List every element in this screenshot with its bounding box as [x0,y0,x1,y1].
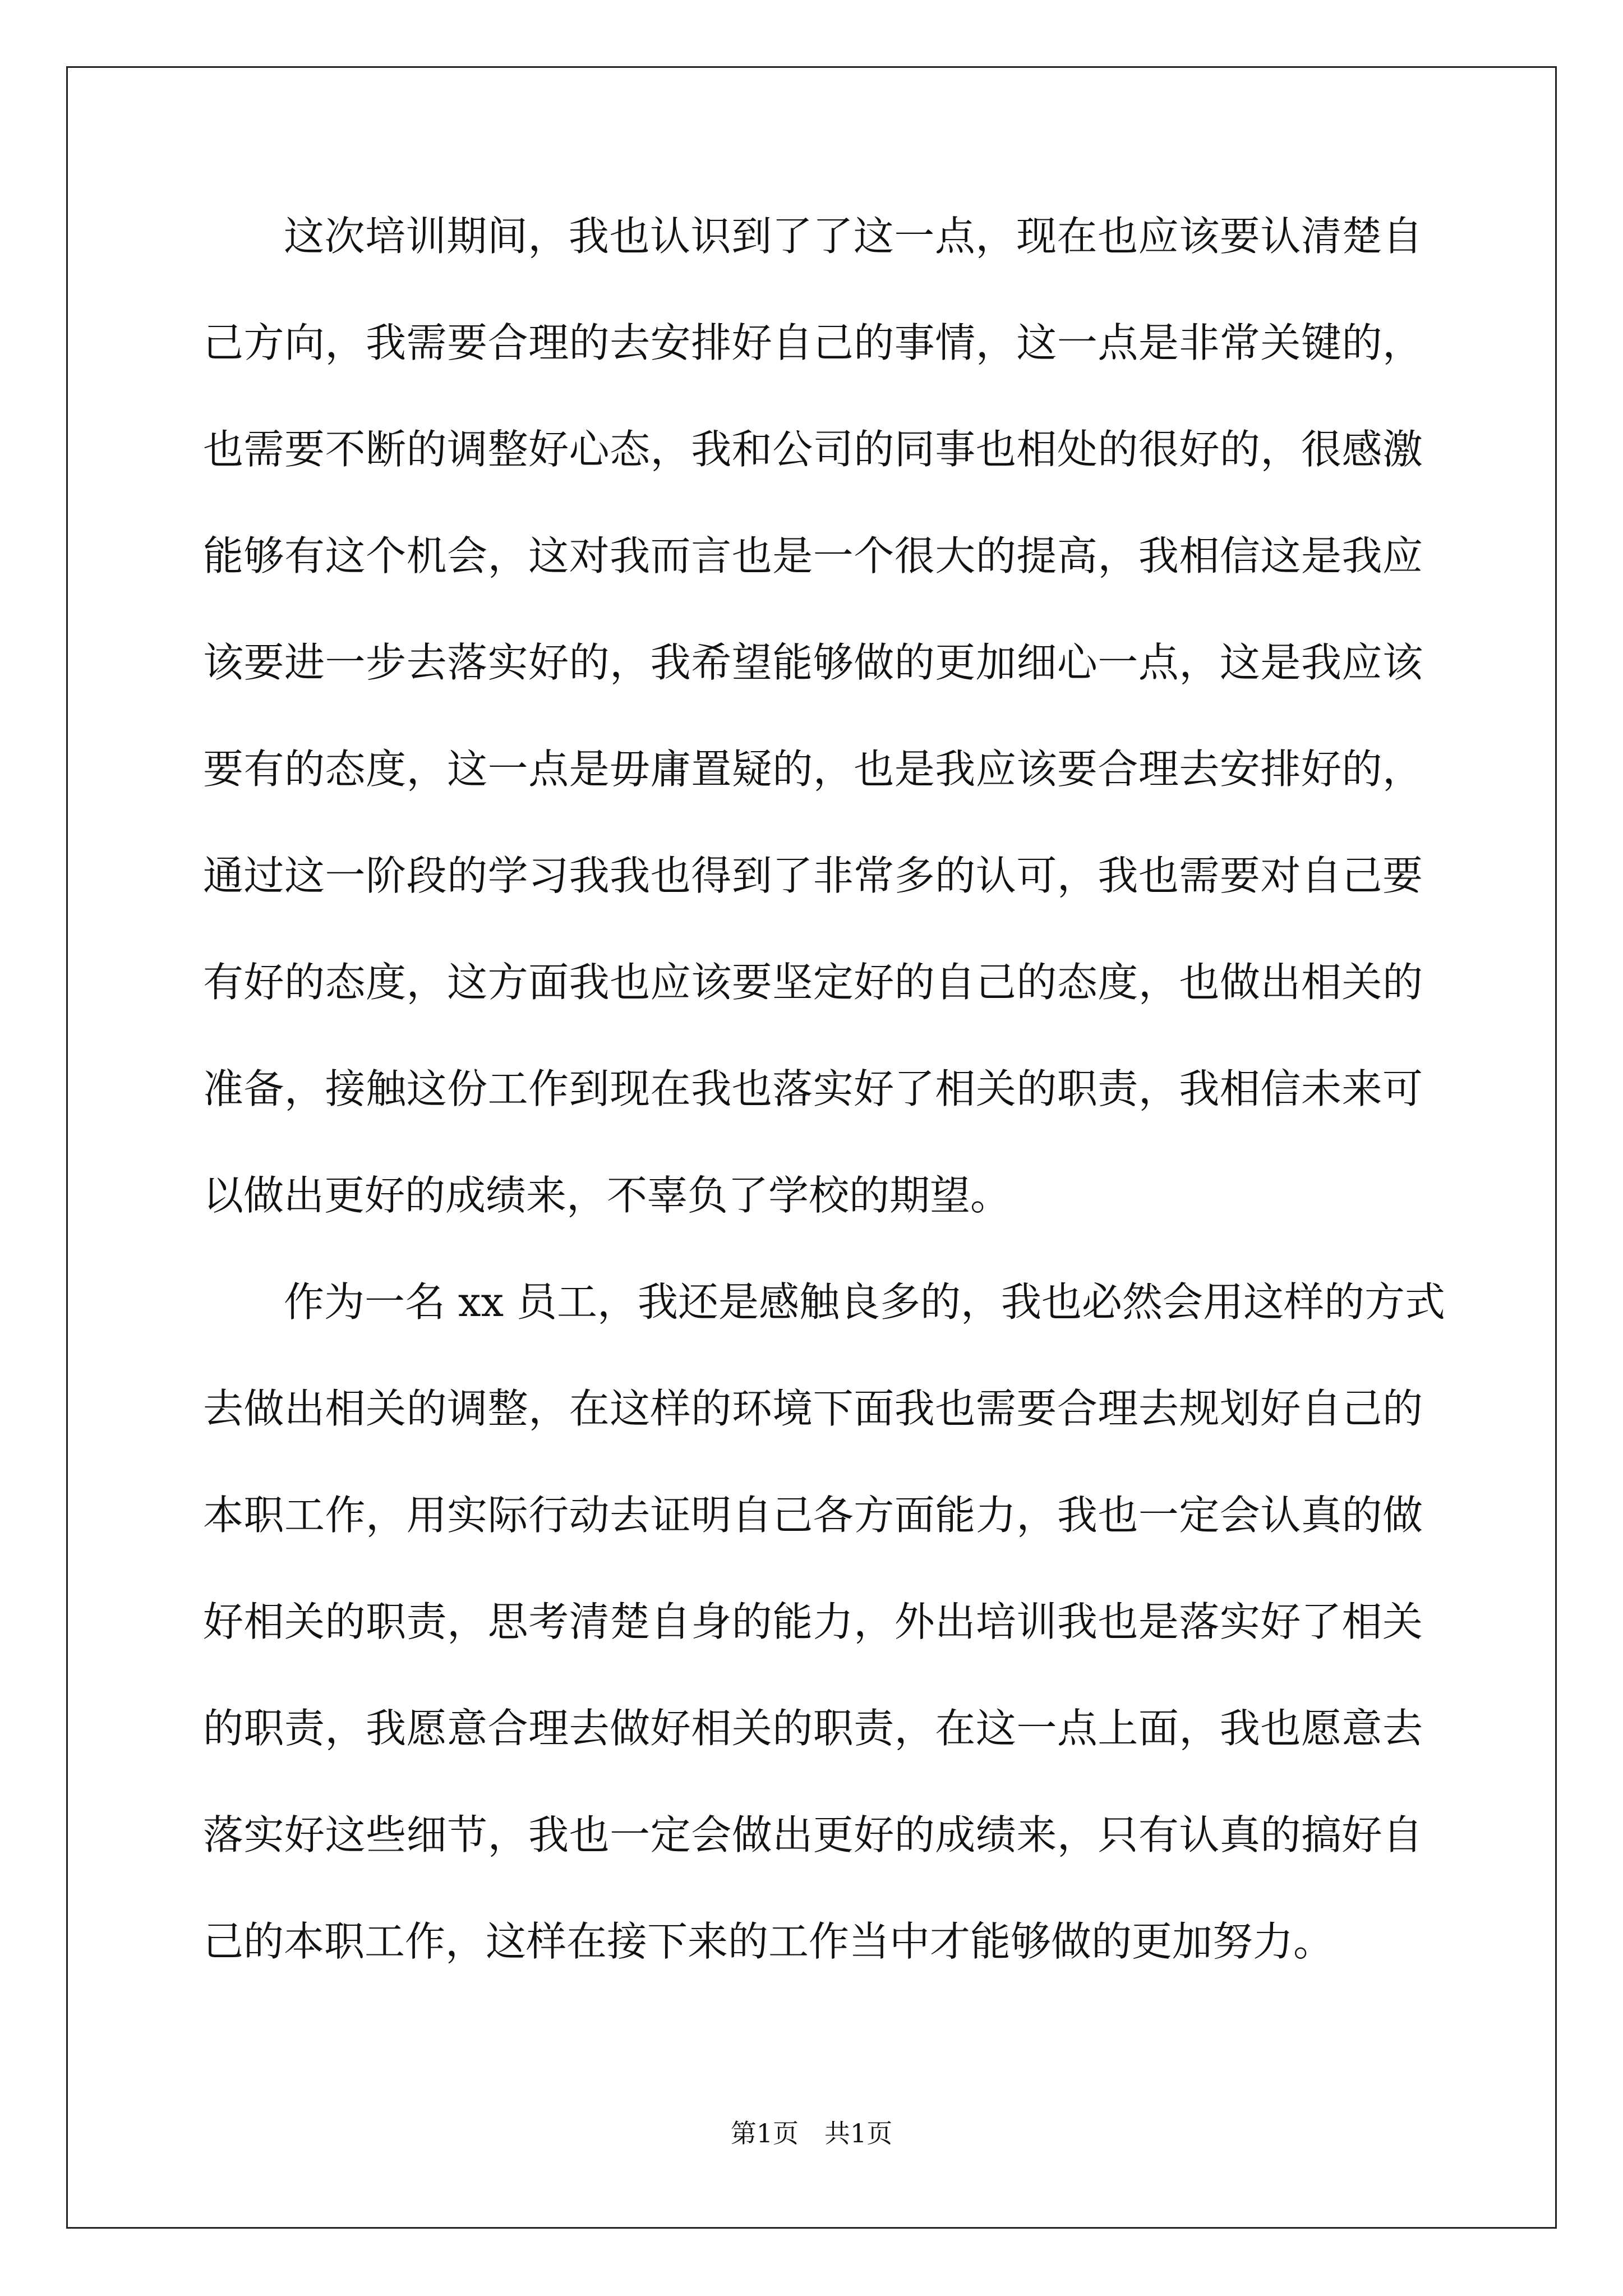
paragraph-1 [203,213,1423,1282]
paragraph-line: 通过这一阶段的学习我我也得到了非常多的认可，我也需要对自己要 [203,852,1423,899]
paragraph-line: 这次培训期间，我也认识到了了这一点，现在也应该要认清楚自 [284,213,1423,260]
paragraph-line: 作为一名 xx 员工，我还是感触良多的，我也必然会用这样的方式 [284,1278,1445,1326]
paragraph-line: 以做出更好的成绩来，不辜负了学校的期望。 [203,1172,1011,1219]
paragraph-line: 有好的态度，这方面我也应该要坚定好的自己的态度，也做出相关的 [203,959,1423,1006]
document-body [203,213,1445,2028]
paragraph-line: 的职责，我愿意合理去做好相关的职责，在这一点上面，我也愿意去 [203,1705,1423,1752]
paragraph-line: 己方向，我需要合理的去安排好自己的事情，这一点是非常关键的， [203,319,1423,366]
paragraph-line: 落实好这些细节，我也一定会做出更好的成绩来，只有认真的搞好自 [203,1811,1423,1858]
paragraph-line: 准备，接触这份工作到现在我也落实好了相关的职责，我相信未来可 [203,1065,1423,1112]
paragraph-line: 去做出相关的调整，在这样的环境下面我也需要合理去规划好自己的 [203,1385,1423,1432]
paragraph-2 [203,1278,1445,2028]
paragraph-line: 该要进一步去落实好的，我希望能够做的更加细心一点，这是我应该 [203,639,1423,686]
page-number: 第1页 共1页 [730,2118,893,2148]
paragraph-line: 好相关的职责，思考清楚自身的能力，外出培训我也是落实好了相关 [203,1598,1423,1645]
paragraph-line: 能够有这个机会，这对我而言也是一个很大的提高，我相信这是我应 [203,532,1423,579]
paragraph-line: 要有的态度，这一点是毋庸置疑的，也是我应该要合理去安排好的， [203,746,1423,793]
paragraph-line: 己的本职工作，这样在接下来的工作当中才能够做的更加努力。 [203,1918,1334,1965]
paragraph-line: 也需要不断的调整好心态，我和公司的同事也相处的很好的，很感激 [203,426,1423,473]
paragraph-line: 本职工作，用实际行动去证明自己各方面能力，我也一定会认真的做 [203,1492,1423,1539]
